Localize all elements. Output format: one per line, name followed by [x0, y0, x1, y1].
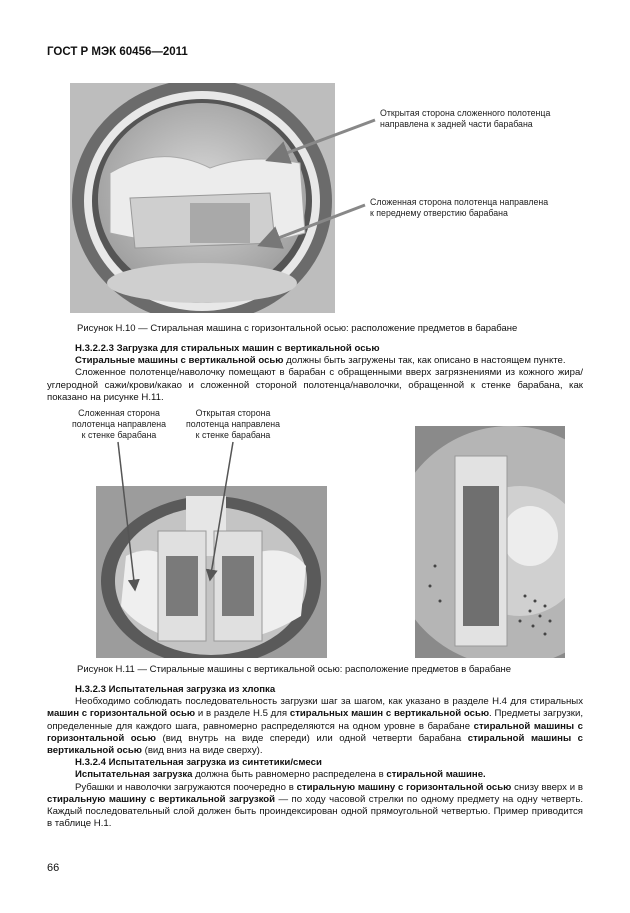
- section-h324-heading: Н.3.2.4 Испытательная загрузка из синтетики/смеси: [75, 757, 322, 769]
- fig11-arrow-1: [118, 442, 135, 590]
- figure-h11-photo-right: [415, 426, 565, 658]
- fig11-callout-open-side: Открытая сторона полотенца направлена к стенке барабана: [186, 408, 280, 440]
- section-h323-heading: Н.3.2.3 Испытательная загрузка из хлопка: [75, 684, 276, 695]
- fig11-callout-folded-side: Сложенная сторона полотенца направлена к стенке барабана: [72, 408, 166, 440]
- section-h3223-p1: Стиральные машины с вертикальной осью должны быть загружены так, как описано в настоящем пункте.: [75, 355, 566, 367]
- document-header: ГОСТ Р МЭК 60456—2011: [47, 46, 188, 58]
- section-h323: [47, 684, 583, 830]
- fig10-callout-open-side: Открытая сторона сложенного полотенца направлена к задней части барабана: [380, 108, 551, 129]
- page-number: 66: [47, 862, 60, 874]
- section-h3223-p2: Сложенное полотенце/наволочку помещают в барабан с обращенными вверх загрязнениями из кожного жира/углеродной сажи/крови/какао и сложенной стороной полотенца/наволочки, обращенной к стенке барабана, как показано на рисунке Н.11.: [47, 367, 583, 403]
- section-h324-p2: Рубашки и наволочки загружаются поочередно в стиральную машину с горизонтальной осью снизу вверх и в стиральную машину с вертикальной загрузкой — по ходу часовой стрелки по одному предмету на одну четверть. Каждый последовательный слой должен быть проиндексирован одной прямоугольной четвертью. Пример приводится в таблице Н.1.: [47, 781, 584, 830]
- figure-h11-caption: Рисунок Н.11 — Стиральные машины с вертикальной осью: расположение предметов в барабане: [77, 664, 512, 675]
- section-h323-body: Необходимо соблюдать последовательность загрузки шаг за шагом, как указано в разделе Н.4 для стиральных машин с горизонтальной осью и в разделе Н.5 для стиральных машин с вертикальной осью. Предметы загрузки, определенные для каждого шага, равномерно распределяются на одном уровне в барабане стиральной машины с горизонтальной осью (вид внутрь на виде спереди) или одной четверти барабана стиральной машины с вертикальной осью (вид вниз на виде сверху).: [47, 696, 584, 757]
- section-h324-p1: Испытательная загрузка должна быть равномерно распределена в стиральной машине.: [75, 769, 486, 781]
- fig10-callout-folded-side: Сложенная сторона полотенца направлена к переднему отверстию барабана: [370, 197, 549, 218]
- fig11-arrow-2: [210, 442, 233, 580]
- figure-h10-caption: Рисунок Н.10 — Стиральная машина с горизонтальной осью: расположение предметов в барабане: [77, 323, 518, 334]
- section-h3223-heading: Н.3.2.2.3 Загрузка для стиральных машин с вертикальной осью: [75, 343, 380, 354]
